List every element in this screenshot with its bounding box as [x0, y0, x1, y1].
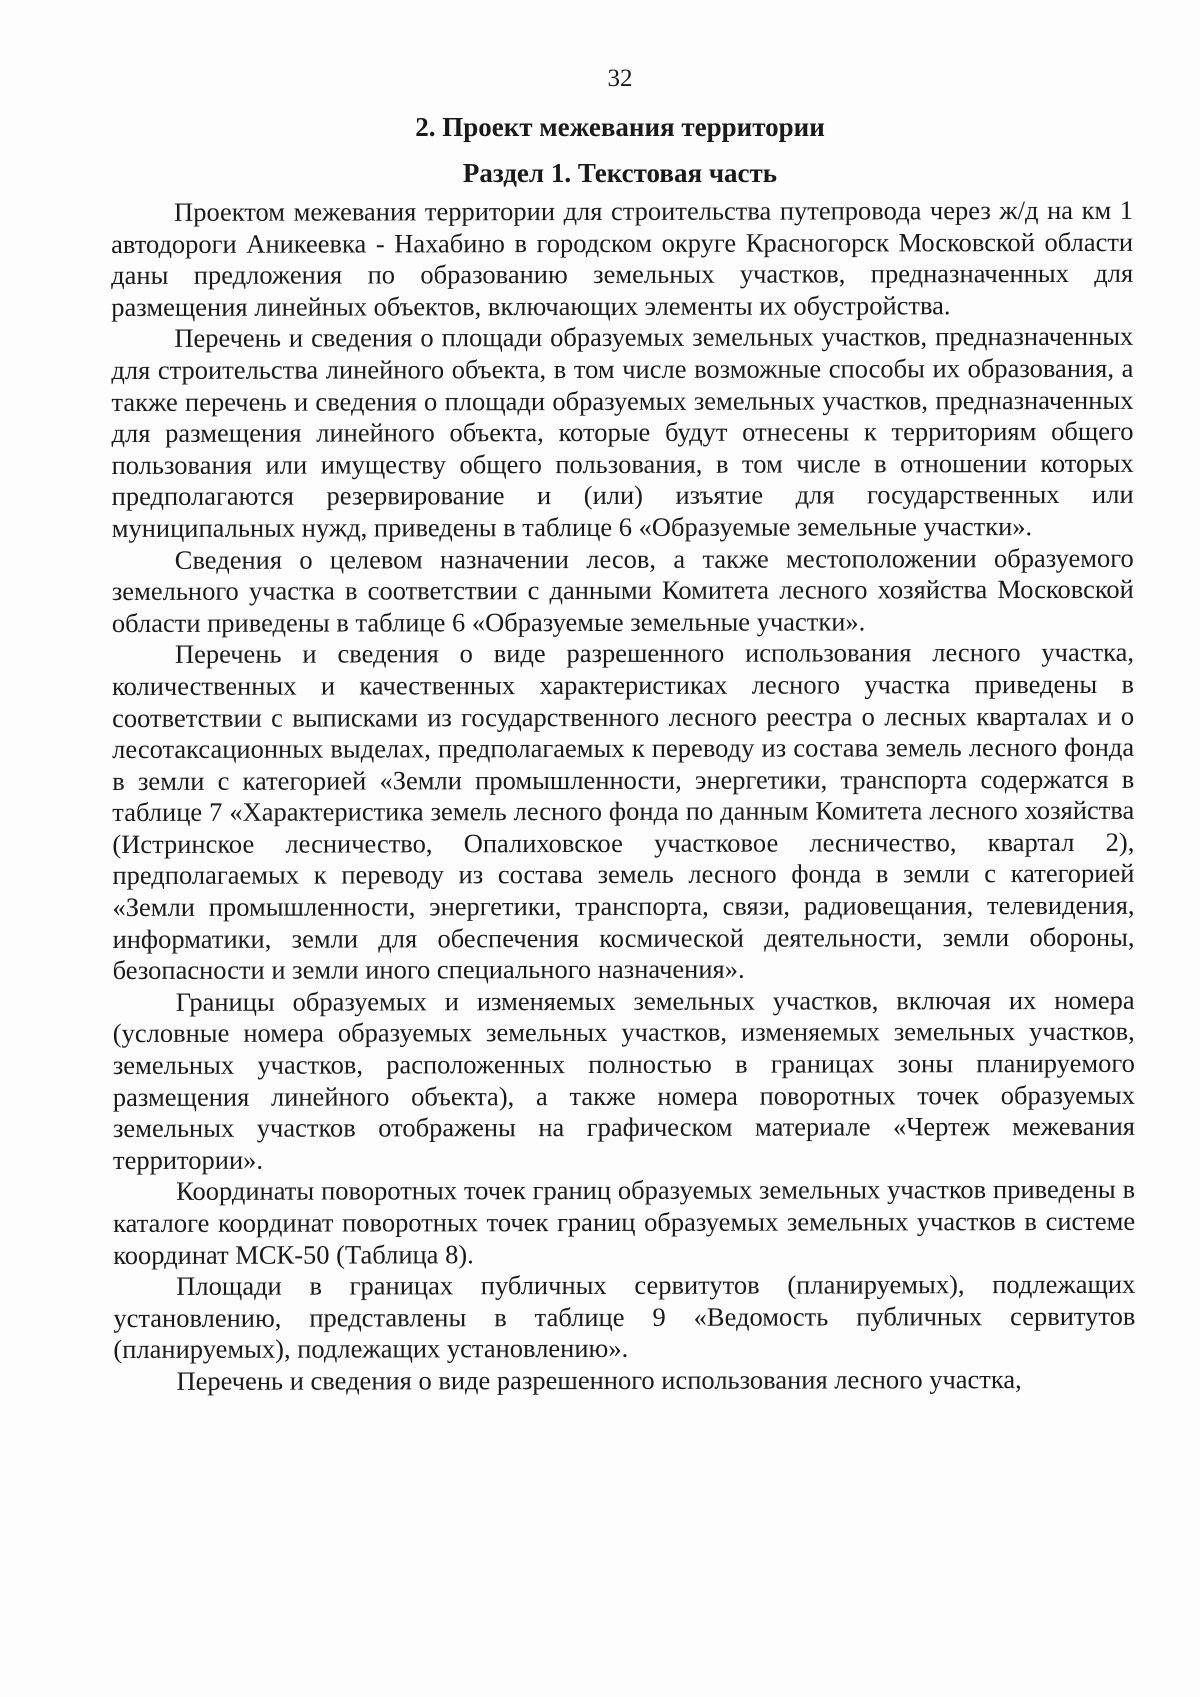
- paragraph: Проектом межевания территории для строительства путепровода через ж/д на км 1 автодороги Аникеевка - Нахабино в городском округе Красногорск Московской области даны предложения по образованию земельных участков, предназначенных для размещения линейных объектов, включающих элементы их обустройства.: [111, 194, 1134, 322]
- paragraph: Перечень и сведения о виде разрешенного использования лесного участка, количественных и качественных характеристиках лесного участка приведены в соответствии с выписками из государственного лесного реестра о лесных кварталах и о лесотаксационных выделах, предполагаемых к переводу из состава земель лесного фонда в земли с категорией «Земли промышленности, энергетики, транспорта содержатся в таблице 7 «Характеристика земель лесного фонда по данным Комитета лесного хозяйства (Истринское лесничество, Опалиховское участковое лесничество, квартал 2), предполагаемых к переводу из состава земель лесного фонда в земли с категорией «Земли промышленности, энергетики, транспорта, связи, радиовещания, телевидения, информатики, земли для обеспечения космической деятельности, земли обороны, безопасности и земли иного специального назначения».: [111, 637, 1135, 986]
- section-heading: 2. Проект межевания территории: [415, 112, 825, 142]
- document-body: [111, 195, 1136, 1398]
- paragraph: Сведения о целевом назначении лесов, а также местоположении образуемого земельного участка в соответствии с данными Комитета лесного хозяйства Московской области приведены в таблице 6 «Образуемые земельные участки».: [111, 542, 1134, 638]
- paragraph: Перечень и сведения о площади образуемых земельных участков, предназначенных для строительства линейного объекта, в том числе возможные способы их образования, а также перечень и сведения о площади образуемых земельных участков, предназначенных для размещения линейного объекта, которые будут отнесены к территориям общего пользования или имуществу общего пользования, в том числе в отношении которых предполагаются резервирование и (или) изъятие для государственных или муниципальных нужд, приведены в таблице 6 «Образуемые земельные участки».: [111, 321, 1134, 543]
- page-number: 32: [607, 65, 633, 92]
- paragraph: Границы образуемых и изменяемых земельных участков, включая их номера (условные номера образуемых земельных участков, изменяемых земельных участков, земельных участков, расположенных полностью в границах зоны планируемого размещения линейного объекта), а также номера поворотных точек образуемых земельных участков отображены на графическом материале «Чертеж межевания территории».: [112, 984, 1135, 1175]
- paragraph: Перечень и сведения о виде разрешенного использования лесного участка,: [176, 1364, 1022, 1396]
- paragraph: Координаты поворотных точек границ образуемых земельных участков приведены в каталоге координат поворотных точек границ образуемых земельных участков в системе координат МСК-50 (Таблица 8).: [113, 1174, 1136, 1270]
- subsection-heading: Раздел 1. Текстовая часть: [462, 158, 778, 188]
- paragraph: Площади в границах публичных сервитутов (планируемых), подлежащих установлению, представлены в таблице 9 «Ведомость публичных сервитутов (планируемых), подлежащих установлению».: [113, 1269, 1136, 1365]
